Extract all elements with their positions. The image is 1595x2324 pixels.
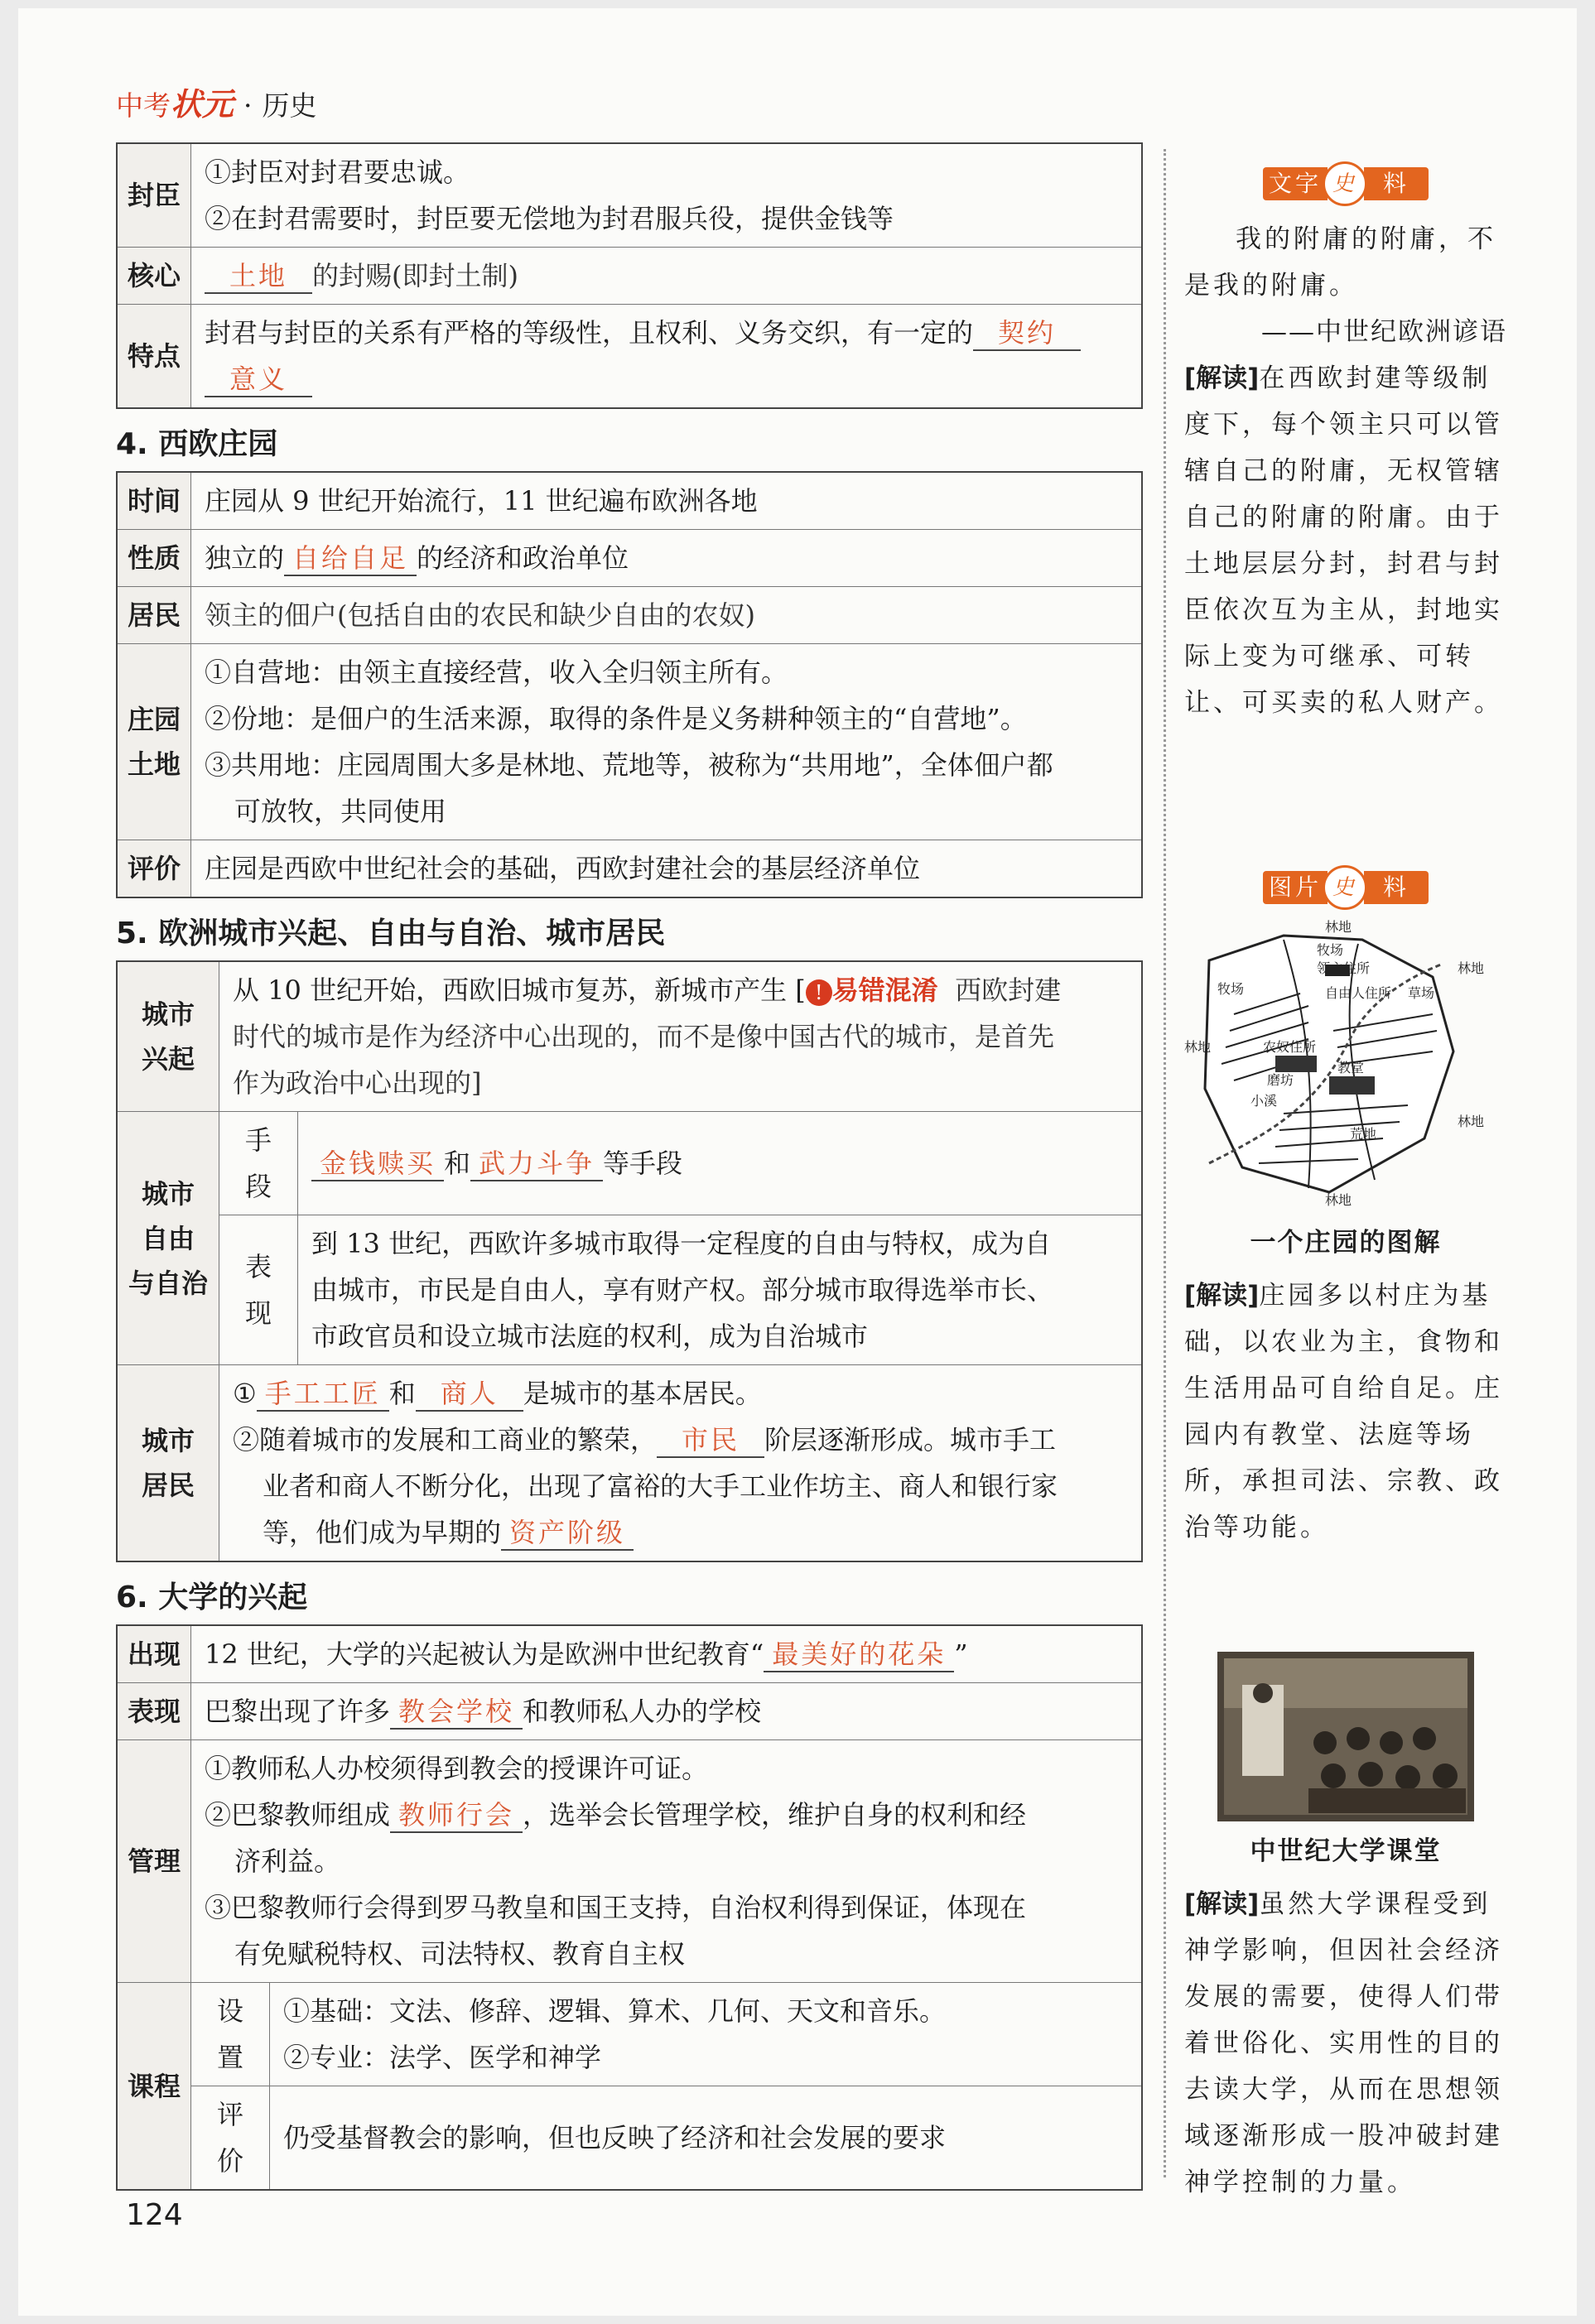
svg-text:林地: 林地 bbox=[1325, 1192, 1352, 1208]
subject-title: 历史 bbox=[262, 89, 317, 122]
svg-text:磨坊: 磨坊 bbox=[1267, 1072, 1294, 1088]
brand-logo: 中考状元 bbox=[116, 86, 234, 123]
answer-blank: 武力斗争 bbox=[470, 1147, 603, 1181]
svg-text:草场: 草场 bbox=[1408, 985, 1435, 1001]
table-row bbox=[117, 248, 1142, 305]
main-content bbox=[116, 142, 1143, 2191]
table-row bbox=[117, 305, 1142, 409]
svg-text:领主住所: 领主住所 bbox=[1317, 960, 1371, 976]
feudal-table bbox=[116, 142, 1143, 409]
table-row bbox=[117, 587, 1142, 644]
table-cell: 从 10 世纪开始，西欧旧城市复苏，新城市产生 [ ! 易错混淆 西欧封建 时代的城市是作为经济中心出现的，而不是像中国古代的城市，是首先 作为政治中心出现的] bbox=[219, 961, 1143, 1112]
table-row bbox=[117, 840, 1142, 898]
answer-blank: 土地 bbox=[205, 259, 312, 294]
table-row bbox=[117, 644, 1142, 840]
table-cell: 领主的佃户(包括自由的农民和缺少自由的农奴) bbox=[191, 587, 1143, 644]
answer-blank: 金钱赎买 bbox=[311, 1147, 444, 1181]
answer-blank: 最美好的花朵 bbox=[764, 1638, 954, 1672]
table-cell: ①自营地：由领主直接经营，收入全归领主所有。 ②份地：是佃户的生活来源，取得的条件是义务耕种领主的“自营地”。 ③共用地：庄园周围大多是林地、荒地等，被称为“共用地”，全体佃户都 可放牧，共同使用 bbox=[191, 644, 1143, 840]
table-row bbox=[117, 472, 1142, 530]
picture-source-badge: 图片 料 史 bbox=[1263, 865, 1429, 910]
section-title: 6. 大学的兴起 bbox=[116, 1581, 308, 1614]
table-row bbox=[117, 530, 1142, 587]
table-cell: ①教师私人办校须得到教会的授课许可证。 ②巴黎教师组成 教师行会 ，选举会长管理学校，维护自身的权利和经 济利益。 ③巴黎教师行会得到罗马教皇和国王支持，自治权利得到保证，体现在 有免赋税特权、司法特权、教育自主权 bbox=[191, 1740, 1143, 1983]
manor-table bbox=[116, 471, 1143, 898]
table-row bbox=[117, 1740, 1142, 1983]
sidebar-text-source: 文字 料 史 我的附庸的附庸，不是我的附庸。 ——中世纪欧洲谚语 [解读]在西欧封建等级制度下，每个领主只可以管辖自己的附庸，无权管辖自己的附庸的附庸。由于土地层层分封，封君与封臣依次互为主从，封地实际上变为可继承、可转让、可买卖的私人财产。 bbox=[1184, 161, 1507, 726]
text-source-badge: 文字 料 史 bbox=[1263, 161, 1429, 206]
svg-text:牧场: 牧场 bbox=[1317, 942, 1344, 958]
table-cell: ①基础：文法、修辞、逻辑、算术、几何、天文和音乐。 ②专业：法学、医学和神学 bbox=[270, 1983, 1143, 2086]
row-label: 城市 自由 与自治 bbox=[117, 1112, 219, 1365]
row-label: 时间 bbox=[117, 472, 191, 530]
svg-text:林地: 林地 bbox=[1458, 1114, 1485, 1129]
sub-label: 设置 bbox=[191, 1983, 270, 2086]
column-divider bbox=[1164, 149, 1166, 2177]
svg-text:自由人住所: 自由人住所 bbox=[1325, 985, 1392, 1001]
svg-text:林地: 林地 bbox=[1184, 1039, 1212, 1055]
row-label: 表现 bbox=[117, 1683, 191, 1740]
row-label: 庄园 土地 bbox=[117, 644, 191, 840]
warning-icon: ! bbox=[806, 979, 832, 1006]
svg-text:农奴住所: 农奴住所 bbox=[1263, 1039, 1317, 1055]
answer-blank: 教会学校 bbox=[390, 1695, 523, 1730]
row-label: 课程 bbox=[117, 1983, 191, 2191]
row-label: 性质 bbox=[117, 530, 191, 587]
row-label: 居民 bbox=[117, 587, 191, 644]
answer-blank: 资产阶级 bbox=[501, 1516, 634, 1551]
table-row bbox=[117, 1983, 1142, 2086]
sub-label: 评价 bbox=[191, 2086, 270, 2191]
answer-blank: 自给自足 bbox=[284, 541, 417, 576]
row-label: 评价 bbox=[117, 840, 191, 898]
table-row bbox=[117, 961, 1142, 1112]
table-cell: 到 13 世纪，西欧许多城市取得一定程度的自由与特权，成为自 由城市，市民是自由人，享有财产权。部分城市取得选举市长、 市政官员和设立城市法庭的权利，成为自治城市 bbox=[298, 1215, 1143, 1365]
sub-label: 手段 bbox=[219, 1112, 298, 1215]
answer-blank: 教师行会 bbox=[390, 1798, 523, 1833]
row-label: 出现 bbox=[117, 1625, 191, 1683]
svg-text:林地: 林地 bbox=[1325, 919, 1352, 935]
svg-text:荒地: 荒地 bbox=[1350, 1126, 1377, 1142]
table-row bbox=[117, 1365, 1142, 1562]
section-title: 4. 西欧庄园 bbox=[116, 427, 278, 461]
table-row bbox=[117, 1683, 1142, 1740]
svg-text:小溪: 小溪 bbox=[1250, 1093, 1278, 1109]
table-cell: 仍受基督教会的影响，但也反映了经济和社会发展的要求 bbox=[270, 2086, 1143, 2191]
table-row bbox=[117, 2086, 1142, 2191]
svg-text:林地: 林地 bbox=[1458, 960, 1485, 976]
table-cell: ① 手工工匠 和 商人 是城市的基本居民。 ②随着城市的发展和工商业的繁荣， 市民 阶层逐渐形成。城市手工 业者和商人不断分化，出现了富裕的大手工业作坊主、商人和银行家 等，他们成为早期的 资产阶级 bbox=[219, 1365, 1143, 1562]
table-cell: 庄园从 9 世纪开始流行，11 世纪遍布欧洲各地 bbox=[191, 472, 1143, 530]
table-row bbox=[117, 1112, 1142, 1215]
table-cell: 独立的 自给自足 的经济和政治单位 bbox=[191, 530, 1143, 587]
row-label: 城市 居民 bbox=[117, 1365, 219, 1562]
sub-label: 表现 bbox=[219, 1215, 298, 1365]
answer-blank: 契约 bbox=[973, 316, 1081, 351]
row-label: 核心 bbox=[117, 248, 191, 305]
table-cell: ①封臣对封君要忠诚。 ②在封君需要时，封臣要无偿地为封君服兵役，提供金钱等 bbox=[191, 143, 1143, 248]
row-label: 封臣 bbox=[117, 143, 191, 248]
medieval-classroom-image bbox=[1217, 1652, 1474, 1821]
svg-text:牧场: 牧场 bbox=[1217, 981, 1245, 997]
table-row bbox=[117, 1625, 1142, 1683]
table-cell: 12 世纪，大学的兴起被认为是欧洲中世纪教育“ 最美好的花朵 ” bbox=[191, 1625, 1143, 1683]
answer-blank: 手工工匠 bbox=[257, 1377, 389, 1412]
row-label: 特点 bbox=[117, 305, 191, 409]
page-number: 124 bbox=[126, 2198, 183, 2232]
table-cell: 土地 的封赐(即封土制) bbox=[191, 248, 1143, 305]
sidebar-classroom: 中世纪大学课堂 [解读]虽然大学课程受到神学影响，但因社会经济发展的需要，使得人们带着世俗化、实用性的目的去读大学，从而在思想领域逐渐形成一股冲破封建神学控制的力量。 bbox=[1184, 1652, 1507, 2206]
table-row bbox=[117, 1215, 1142, 1365]
table-cell: 封君与封臣的关系有严格的等级性，且权利、义务交织，有一定的 契约 意义 bbox=[191, 305, 1143, 409]
page-header: 中考状元 · 历史 bbox=[116, 86, 317, 123]
row-label: 管理 bbox=[117, 1740, 191, 1983]
table-cell: 巴黎出现了许多 教会学校 和教师私人办的学校 bbox=[191, 1683, 1143, 1740]
answer-blank: 商人 bbox=[416, 1377, 523, 1412]
section-title: 5. 欧洲城市兴起、自由与自治、城市居民 bbox=[116, 917, 666, 950]
row-label: 城市 兴起 bbox=[117, 961, 219, 1112]
answer-blank: 市民 bbox=[657, 1423, 764, 1458]
university-table bbox=[116, 1624, 1143, 2191]
city-table bbox=[116, 960, 1143, 1562]
sidebar-picture-source: 图片 料 史 林地 牧场 领主住所 林地 牧场 自由人住所 草场 林地 农奴住所 教堂 磨坊 小溪 林地 荒地 林地 一个庄园的图解 [解读]庄园多以村庄为基础，以农业为主，食物和生活用品可自给自足。庄园内有教堂、法庭等场所，承担司法、宗教、政治等功能。 bbox=[1184, 865, 1507, 1551]
table-cell: 金钱赎买 和 武力斗争 等手段 bbox=[298, 1112, 1143, 1215]
manor-map-image bbox=[1184, 915, 1507, 1213]
table-row bbox=[117, 143, 1142, 248]
svg-text:教堂: 教堂 bbox=[1337, 1060, 1365, 1075]
answer-blank: 意义 bbox=[205, 363, 312, 397]
table-cell: 庄园是西欧中世纪社会的基础，西欧封建社会的基层经济单位 bbox=[191, 840, 1143, 898]
